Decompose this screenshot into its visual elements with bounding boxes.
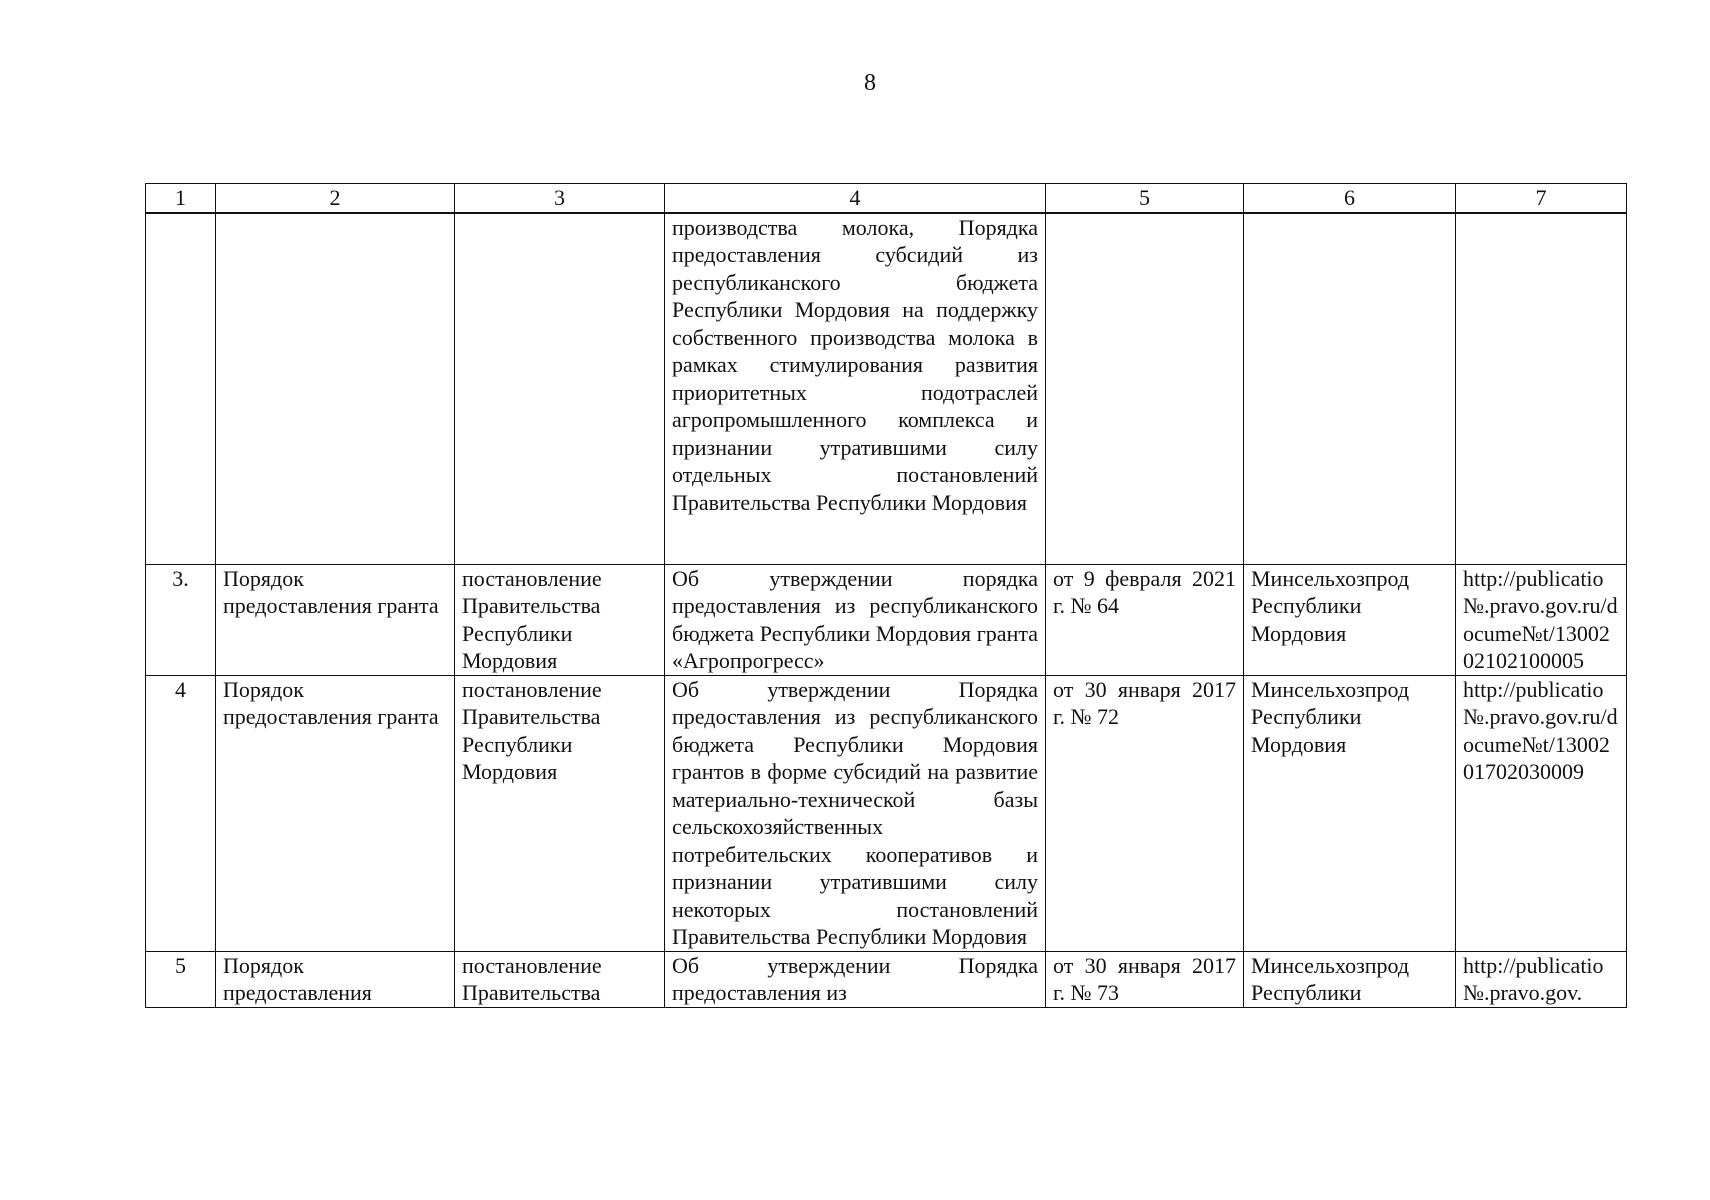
- cell-date: [1046, 213, 1244, 565]
- cell-num: 3.: [146, 564, 216, 675]
- cell-type: постановление Правительства Республики Мордовия: [455, 675, 665, 951]
- cell-title: Об утверждении Порядка предоставления из: [665, 951, 1046, 1007]
- cell-title: производства молока, Порядка предоставления субсидий из республиканского бюджета Республики Мордовия на поддержку собственного производства молока в рамках стимулирования развития приоритетных подотраслей агропромышленного комплекса и признании утратившими силу отдельных постановлений Правительства Республики Мордовия: [665, 213, 1046, 565]
- cell-type: постановление Правительства: [455, 951, 665, 1007]
- cell-agency: [1244, 213, 1456, 565]
- table-row-continuation: [146, 213, 1627, 565]
- cell-name: [216, 213, 455, 565]
- cell-url: http://publicatio№.pravo.gov.ru/docume№t/1300202102100005: [1456, 564, 1627, 675]
- cell-url: [1456, 213, 1627, 565]
- cell-num: 4: [146, 675, 216, 951]
- table-row: [146, 564, 1627, 675]
- column-header: 7: [1456, 184, 1627, 213]
- cell-title: Об утверждении Порядка предоставления из республиканского бюджета Республики Мордовия грантов в форме субсидий на развитие материально-технической базы сельскохозяйственных потребительских кооперативов и признании утратившими силу некоторых постановлений Правительства Республики Мордовия: [665, 675, 1046, 951]
- column-header: 3: [455, 184, 665, 213]
- table-row: [146, 675, 1627, 951]
- table-row: [146, 951, 1627, 1007]
- cell-name: Порядок предоставления: [216, 951, 455, 1007]
- cell-date: от 30 января 2017 г. № 72: [1046, 675, 1244, 951]
- cell-type: постановление Правительства Республики Мордовия: [455, 564, 665, 675]
- registry-table: [145, 183, 1627, 1008]
- cell-date: от 30 января 2017 г. № 73: [1046, 951, 1244, 1007]
- cell-num: [146, 213, 216, 565]
- cell-name: Порядок предоставления гранта: [216, 675, 455, 951]
- cell-date: от 9 февраля 2021 г. № 64: [1046, 564, 1244, 675]
- column-header: 5: [1046, 184, 1244, 213]
- cell-type: [455, 213, 665, 565]
- column-header: 2: [216, 184, 455, 213]
- cell-agency: Минсельхозпрод Республики Мордовия: [1244, 564, 1456, 675]
- cell-num: 5: [146, 951, 216, 1007]
- column-header: 4: [665, 184, 1046, 213]
- cell-agency: Минсельхозпрод Республики Мордовия: [1244, 675, 1456, 951]
- column-header: 6: [1244, 184, 1456, 213]
- column-header: 1: [146, 184, 216, 213]
- cell-agency: Минсельхозпрод Республики: [1244, 951, 1456, 1007]
- table-header-row: [146, 184, 1627, 213]
- page-number: 8: [864, 70, 876, 96]
- cell-name: Порядок предоставления гранта: [216, 564, 455, 675]
- cell-url: http://publicatio№.pravo.gov.: [1456, 951, 1627, 1007]
- cell-title: Об утверждении порядка предоставления из республиканского бюджета Республики Мордовия гранта «Агропрогресс»: [665, 564, 1046, 675]
- cell-url: http://publicatio№.pravo.gov.ru/docume№t/1300201702030009: [1456, 675, 1627, 951]
